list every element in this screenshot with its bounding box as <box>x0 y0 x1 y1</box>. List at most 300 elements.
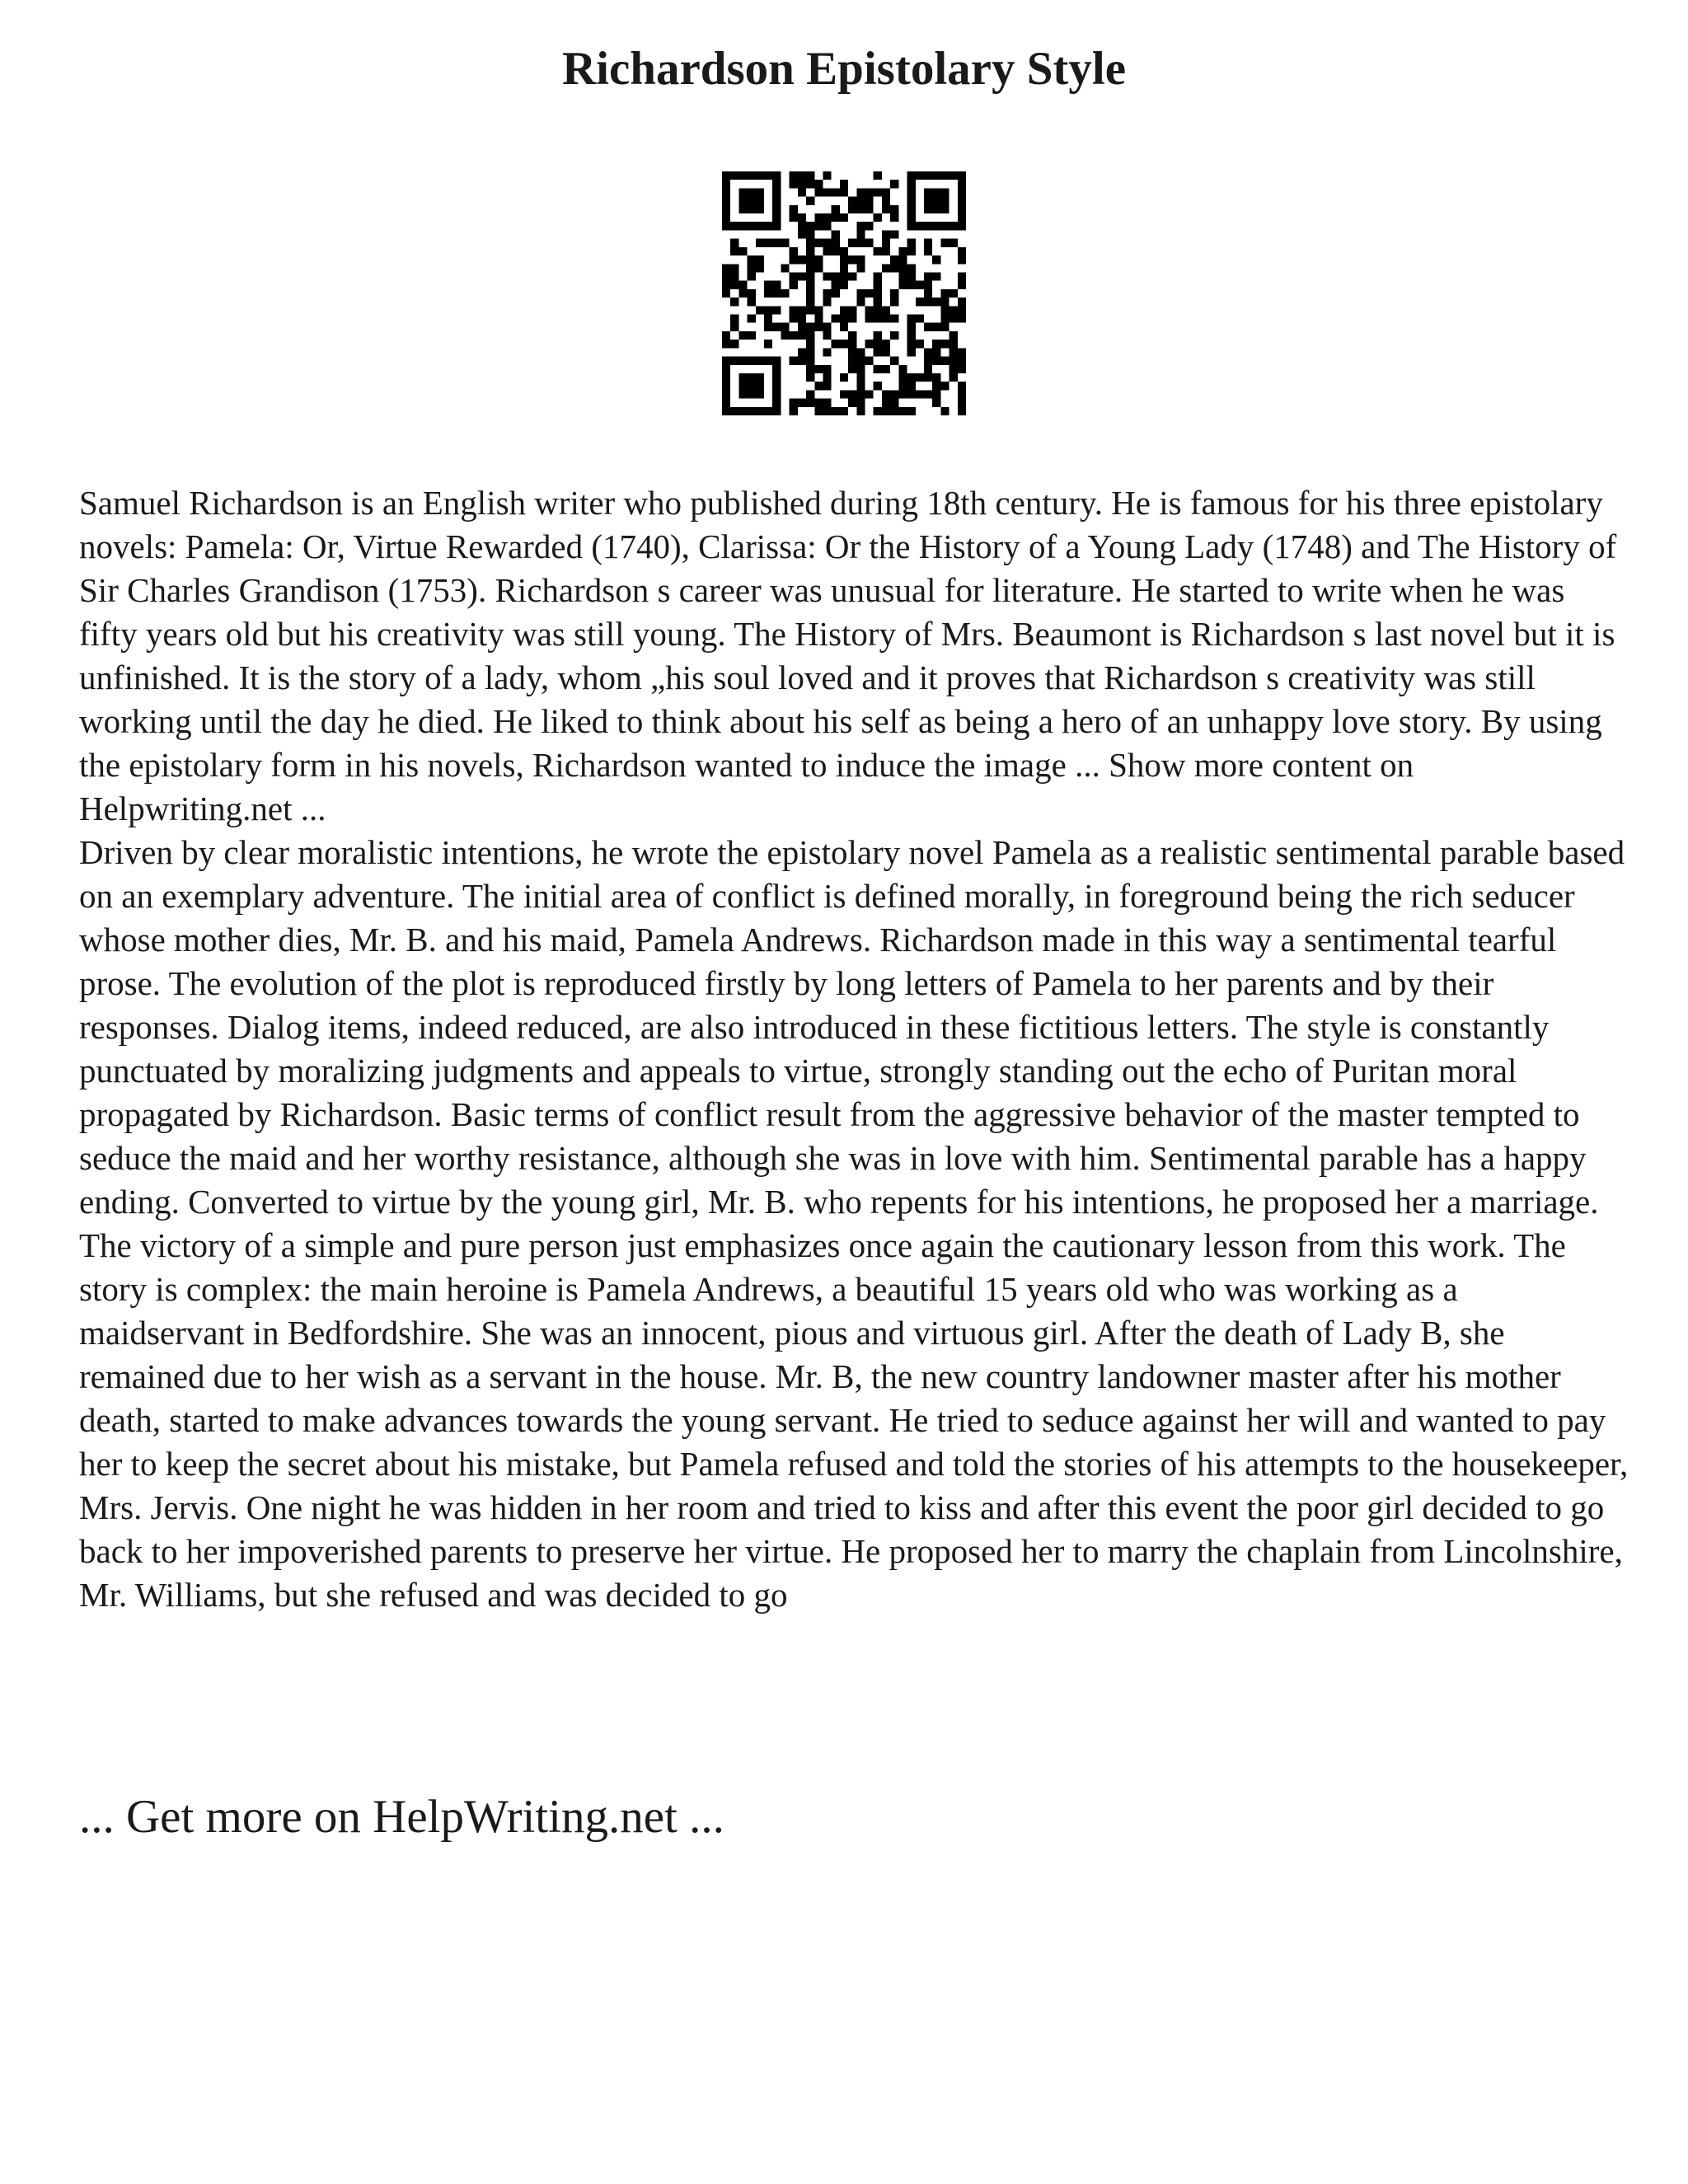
qr-module <box>823 365 831 373</box>
qr-module <box>806 180 814 188</box>
qr-module <box>832 239 840 247</box>
qr-module <box>738 171 747 180</box>
qr-module <box>898 407 907 415</box>
qr-module <box>874 315 882 323</box>
qr-module <box>814 399 823 407</box>
qr-module <box>730 357 738 365</box>
qr-module <box>856 230 865 238</box>
qr-module <box>814 323 823 331</box>
qr-module <box>882 315 890 323</box>
qr-module <box>722 197 730 205</box>
qr-module <box>722 289 730 298</box>
qr-module <box>806 289 814 298</box>
qr-module <box>898 390 907 398</box>
qr-module <box>856 298 865 306</box>
qr-module <box>823 272 831 280</box>
qr-module <box>823 373 831 382</box>
qr-module <box>950 331 958 340</box>
qr-module <box>781 289 789 298</box>
qr-module <box>916 390 924 398</box>
qr-module <box>856 197 865 205</box>
qr-module <box>748 390 756 398</box>
qr-module <box>730 222 738 230</box>
qr-module <box>940 197 949 205</box>
qr-module <box>790 281 798 289</box>
qr-module <box>764 239 772 247</box>
qr-module <box>916 171 924 180</box>
qr-module <box>924 298 932 306</box>
qr-module <box>814 222 823 230</box>
qr-module <box>932 255 940 264</box>
qr-module <box>940 340 949 348</box>
qr-module <box>924 373 932 382</box>
qr-module <box>916 315 924 323</box>
qr-module <box>722 171 730 180</box>
qr-module <box>798 323 806 331</box>
qr-module <box>865 197 874 205</box>
qr-module <box>924 188 932 196</box>
qr-module <box>748 407 756 415</box>
qr-module <box>798 357 806 365</box>
qr-module <box>856 188 865 196</box>
qr-module <box>890 298 898 306</box>
qr-module <box>958 281 966 289</box>
qr-module <box>798 306 806 314</box>
qr-module <box>924 272 932 280</box>
qr-module <box>806 399 814 407</box>
qr-module <box>722 373 730 382</box>
qr-module <box>823 348 831 356</box>
qr-module <box>958 205 966 213</box>
qr-module <box>738 222 747 230</box>
qr-module <box>772 188 781 196</box>
qr-module <box>756 171 764 180</box>
qr-module <box>790 272 798 280</box>
qr-module <box>916 281 924 289</box>
qr-module <box>940 407 949 415</box>
qr-module <box>924 323 932 331</box>
qr-module <box>924 171 932 180</box>
qr-module <box>730 239 738 247</box>
qr-module <box>798 255 806 264</box>
qr-module <box>806 264 814 272</box>
qr-module <box>865 289 874 298</box>
qr-module <box>790 205 798 213</box>
qr-module <box>832 281 840 289</box>
qr-module <box>924 348 932 356</box>
qr-module <box>840 340 848 348</box>
qr-module <box>832 188 840 196</box>
qr-module <box>738 289 747 298</box>
qr-module <box>790 357 798 365</box>
paragraph-main: Driven by clear moralistic intentions, he wrote the epistolary novel Pamela as a realistic sentimental parable based on an exemplary adventure. The initial area of conflict is defined morally, in foreground being the rich seducer whose mother dies, Mr. B. and his maid, Pamela Andrews. Richardson made in this way a sentimental tearful prose. The evolution of the plot is reproduced firstly by long letters of Pamela to her parents and by their responses. Dialog items, indeed reduced, are also introduced in these fictitious letters. The style is constantly punctuated by moralizing judgments and appeals to virtue, strongly standing out the echo of Puritan moral propagated by Richardson. Basic terms of conflict result from the aggressive behavior of the master tempted to seduce the maid and her worthy resistance, although she was in love with him. Sentimental parable has a happy ending. Converted to virtue by the young girl, Mr. B. who repents for his intentions, he proposed her a marriage. The victory of a simple and pure person just emphasizes once again the cautionary lesson from this work. The story is complex: the main heroine is Pamela Andrews, a beautiful 15 years old who was working as a maidservant in Bedfordshire. She was an innocent, pious and virtuous girl. After the death of Lady B, she remained due to her wish as a servant in the house. Mr. B, the new country landowner master after his mother death, started to make advances towards the young servant. He tried to seduce against her will and wanted to pay her to keep the secret about his mistake, but Pamela refused and told the stories of his attempts to the housekeeper, Mrs. Jervis. One night he was hidden in her room and tried to kiss and after this event the poor girl decided to go back to her impoverished parents to preserve her virtue. He proposed her to marry the chaplain from Lincolnshire, Mr. Williams, but she refused and was decided to go <box>79 833 1629 1614</box>
qr-module <box>958 306 966 314</box>
qr-module <box>738 390 747 398</box>
qr-module <box>840 180 848 188</box>
qr-module <box>738 382 747 390</box>
qr-module <box>874 348 882 356</box>
qr-module <box>806 171 814 180</box>
qr-module <box>856 357 865 365</box>
qr-module <box>814 188 823 196</box>
qr-module <box>932 340 940 348</box>
qr-module <box>772 407 781 415</box>
qr-module <box>932 399 940 407</box>
qr-module <box>756 239 764 247</box>
qr-module <box>890 399 898 407</box>
qr-module <box>907 205 916 213</box>
qr-module <box>958 365 966 373</box>
qr-module <box>738 331 747 340</box>
qr-module <box>722 188 730 196</box>
qr-module <box>958 213 966 222</box>
qr-module <box>940 298 949 306</box>
qr-module <box>764 323 772 331</box>
qr-module <box>932 390 940 398</box>
qr-module <box>848 255 856 264</box>
qr-module <box>874 281 882 289</box>
qr-module <box>738 247 747 255</box>
qr-module <box>848 390 856 398</box>
qr-module <box>798 213 806 222</box>
qr-module <box>748 331 756 340</box>
qr-module <box>907 390 916 398</box>
qr-module <box>790 306 798 314</box>
qr-module <box>764 281 772 289</box>
qr-module <box>950 340 958 348</box>
qr-module <box>932 298 940 306</box>
qr-module <box>958 255 966 264</box>
qr-module <box>907 407 916 415</box>
qr-module <box>840 188 848 196</box>
qr-module <box>882 306 890 314</box>
qr-module <box>907 264 916 272</box>
qr-module <box>874 331 882 340</box>
qr-module <box>958 188 966 196</box>
qr-module <box>940 239 949 247</box>
qr-module <box>748 289 756 298</box>
qr-module <box>790 213 798 222</box>
qr-module <box>806 197 814 205</box>
qr-module <box>806 306 814 314</box>
qr-module <box>764 407 772 415</box>
qr-module <box>924 281 932 289</box>
qr-module <box>790 171 798 180</box>
qr-module <box>772 323 781 331</box>
qr-module <box>940 222 949 230</box>
qr-module <box>865 340 874 348</box>
qr-module <box>798 348 806 356</box>
qr-module <box>756 390 764 398</box>
qr-module <box>932 205 940 213</box>
qr-module <box>874 382 882 390</box>
qr-module <box>814 365 823 373</box>
qr-module <box>890 264 898 272</box>
qr-code-icon[interactable] <box>722 171 966 415</box>
qr-module <box>865 306 874 314</box>
qr-module <box>874 407 882 415</box>
qr-module <box>856 205 865 213</box>
qr-module <box>722 264 730 272</box>
qr-module <box>958 222 966 230</box>
qr-module <box>748 222 756 230</box>
qr-module <box>806 390 814 398</box>
qr-module <box>823 323 831 331</box>
qr-module <box>764 357 772 365</box>
qr-module <box>790 247 798 255</box>
qr-module <box>874 306 882 314</box>
qr-module <box>874 272 882 280</box>
qr-module <box>950 365 958 373</box>
qr-module <box>823 222 831 230</box>
qr-module <box>890 357 898 365</box>
qr-module <box>898 281 907 289</box>
qr-module <box>781 264 789 272</box>
qr-module <box>950 306 958 314</box>
qr-module <box>916 222 924 230</box>
qr-module <box>958 298 966 306</box>
qr-module <box>940 289 949 298</box>
qr-module <box>848 331 856 340</box>
qr-module <box>840 213 848 222</box>
qr-module <box>890 331 898 340</box>
qr-module <box>898 272 907 280</box>
qr-module <box>748 197 756 205</box>
qr-module <box>840 390 848 398</box>
qr-module <box>772 289 781 298</box>
qr-module <box>932 348 940 356</box>
qr-module <box>730 264 738 272</box>
qr-module <box>840 281 848 289</box>
qr-module <box>738 188 747 196</box>
qr-module <box>848 315 856 323</box>
qr-module <box>748 315 756 323</box>
qr-module <box>882 205 890 213</box>
qr-module <box>882 390 890 398</box>
qr-module <box>781 323 789 331</box>
qr-module <box>958 247 966 255</box>
qr-module <box>756 222 764 230</box>
qr-module <box>738 407 747 415</box>
qr-module <box>898 365 907 373</box>
qr-module <box>730 171 738 180</box>
qr-module <box>738 205 747 213</box>
qr-module <box>814 239 823 247</box>
qr-module <box>958 315 966 323</box>
qr-module <box>748 255 756 264</box>
qr-module <box>806 247 814 255</box>
qr-module <box>798 180 806 188</box>
qr-module <box>856 399 865 407</box>
qr-module <box>907 323 916 331</box>
qr-module <box>823 298 831 306</box>
qr-module <box>772 373 781 382</box>
qr-module <box>798 331 806 340</box>
qr-module <box>730 407 738 415</box>
qr-module <box>832 315 840 323</box>
qr-module <box>848 306 856 314</box>
qr-module <box>940 171 949 180</box>
qr-module <box>722 213 730 222</box>
qr-module <box>840 373 848 382</box>
qr-module <box>874 340 882 348</box>
qr-module <box>814 264 823 272</box>
qr-module <box>756 188 764 196</box>
qr-module <box>907 188 916 196</box>
qr-module <box>790 331 798 340</box>
qr-module <box>898 247 907 255</box>
qr-module <box>722 407 730 415</box>
qr-module <box>890 407 898 415</box>
qr-module <box>874 171 882 180</box>
qr-module <box>798 171 806 180</box>
qr-module <box>882 197 890 205</box>
qr-module <box>907 340 916 348</box>
qr-module <box>772 306 781 314</box>
qr-module <box>832 407 840 415</box>
qr-module <box>856 264 865 272</box>
qr-module <box>932 357 940 365</box>
qr-code-graphic <box>722 171 966 415</box>
qr-module <box>924 205 932 213</box>
qr-module <box>856 373 865 382</box>
qr-module <box>924 197 932 205</box>
qr-module <box>806 323 814 331</box>
qr-module <box>832 213 840 222</box>
qr-module <box>882 365 890 373</box>
qr-module <box>806 239 814 247</box>
qr-module <box>764 306 772 314</box>
qr-module <box>814 180 823 188</box>
qr-module <box>722 390 730 398</box>
qr-module <box>958 348 966 356</box>
qr-module <box>823 407 831 415</box>
qr-module <box>748 298 756 306</box>
qr-module <box>940 323 949 331</box>
qr-module <box>756 264 764 272</box>
qr-module <box>806 298 814 306</box>
qr-module <box>924 247 932 255</box>
qr-module <box>730 323 738 331</box>
qr-module <box>748 382 756 390</box>
qr-module <box>840 323 848 331</box>
qr-module <box>950 357 958 365</box>
qr-module <box>907 315 916 323</box>
qr-module <box>874 298 882 306</box>
qr-module <box>958 197 966 205</box>
qr-module <box>882 399 890 407</box>
qr-module <box>748 171 756 180</box>
qr-module <box>748 205 756 213</box>
qr-module <box>730 272 738 280</box>
qr-module <box>958 171 966 180</box>
qr-module <box>898 382 907 390</box>
qr-module <box>958 382 966 390</box>
qr-module <box>856 222 865 230</box>
qr-module <box>932 171 940 180</box>
qr-module <box>856 239 865 247</box>
qr-module <box>806 357 814 365</box>
qr-module <box>798 399 806 407</box>
qr-module <box>907 272 916 280</box>
qr-module <box>814 382 823 390</box>
qr-module <box>890 390 898 398</box>
qr-module <box>823 188 831 196</box>
qr-module <box>958 272 966 280</box>
qr-module <box>874 289 882 298</box>
qr-module <box>874 365 882 373</box>
qr-module <box>916 340 924 348</box>
qr-module <box>823 213 831 222</box>
qr-module <box>738 197 747 205</box>
qr-module <box>848 365 856 373</box>
qr-module <box>865 390 874 398</box>
qr-module <box>958 390 966 398</box>
qr-module <box>764 171 772 180</box>
qr-module <box>865 222 874 230</box>
qr-module <box>722 340 730 348</box>
qr-module <box>932 272 940 280</box>
qr-module <box>798 230 806 238</box>
qr-module <box>882 247 890 255</box>
qr-module <box>772 171 781 180</box>
qr-module <box>814 315 823 323</box>
qr-module <box>848 197 856 205</box>
qr-module <box>790 315 798 323</box>
qr-module <box>814 306 823 314</box>
qr-module <box>840 315 848 323</box>
qr-module <box>950 373 958 382</box>
qr-module <box>958 180 966 188</box>
qr-module <box>823 382 831 390</box>
qr-module <box>730 298 738 306</box>
qr-module <box>832 272 840 280</box>
qr-module <box>848 272 856 280</box>
qr-module <box>924 222 932 230</box>
qr-module <box>772 180 781 188</box>
qr-module <box>772 239 781 247</box>
get-more-link[interactable]: ... Get more on HelpWriting.net ... <box>79 1791 724 1843</box>
qr-module <box>764 340 772 348</box>
qr-module <box>738 357 747 365</box>
qr-module <box>874 247 882 255</box>
qr-module <box>790 255 798 264</box>
qr-module <box>924 239 932 247</box>
qr-module <box>882 407 890 415</box>
qr-module <box>950 315 958 323</box>
qr-module <box>806 331 814 340</box>
qr-module <box>890 180 898 188</box>
qr-module <box>781 331 789 340</box>
qr-module <box>848 239 856 247</box>
qr-module <box>907 222 916 230</box>
qr-module <box>798 222 806 230</box>
qr-module <box>874 188 882 196</box>
qr-module <box>890 255 898 264</box>
qr-module <box>722 180 730 188</box>
qr-module <box>806 255 814 264</box>
qr-module <box>865 315 874 323</box>
qr-module <box>958 407 966 415</box>
qr-module <box>932 382 940 390</box>
qr-module <box>832 289 840 298</box>
qr-module <box>940 306 949 314</box>
qr-module <box>722 382 730 390</box>
qr-module <box>890 230 898 238</box>
qr-module <box>865 357 874 365</box>
qr-module <box>848 399 856 407</box>
qr-module <box>907 348 916 356</box>
